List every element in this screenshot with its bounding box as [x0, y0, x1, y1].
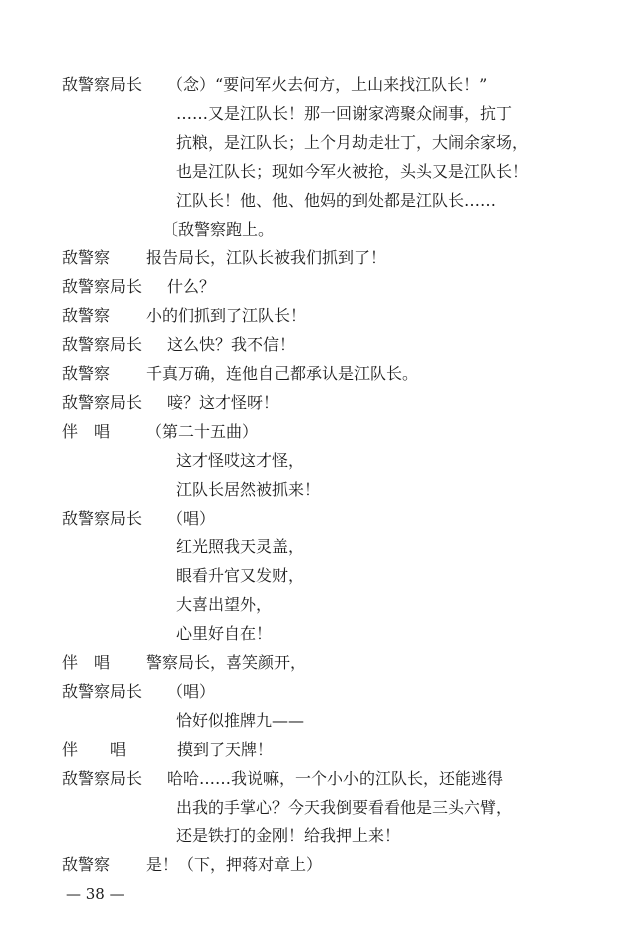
script-line	[0, 735, 640, 765]
dialogue-continuation: 红光照我天灵盖，	[176, 537, 305, 557]
speaker-name: 伴 唱	[62, 653, 111, 672]
dialogue-text: 千真万确，连他自己都承认是江队长。	[146, 364, 419, 383]
dialogue-text: 警察局长，喜笑颜开，	[146, 653, 307, 672]
dialogue-continuation: 江队长！他、他、他妈的到处都是江队长……	[176, 190, 497, 210]
dialogue-continuation: ……又是江队长！那一回谢家湾聚众闹事，抗丁	[176, 103, 513, 123]
script-line	[0, 359, 640, 389]
script-line	[0, 793, 640, 823]
script-line	[0, 619, 640, 649]
script-line	[0, 648, 640, 678]
script-line	[0, 532, 640, 562]
script-line	[0, 301, 640, 331]
dialogue-text: 摸到了天牌！	[177, 739, 274, 759]
dialogue-continuation: 这才怪哎这才怪，	[176, 450, 305, 470]
dialogue-text: 什么？	[167, 277, 216, 297]
dialogue-continuation: 心里好自在！	[176, 624, 273, 644]
dialogue-text: 报告局长，江队长被我们抓到了！	[146, 248, 387, 268]
script-line	[0, 475, 640, 505]
script-line	[0, 590, 640, 620]
script-line	[0, 446, 640, 476]
speaker-name: 敌警察局长	[62, 768, 143, 788]
dialogue-text: 这么快？我不信！	[167, 335, 296, 355]
dialogue-continuation: 眼看升官又发财，	[176, 566, 305, 586]
script-line	[0, 99, 640, 129]
script-line	[0, 215, 640, 245]
script-line	[0, 128, 640, 158]
script-line	[0, 764, 640, 794]
speaker-name: 敌警察局长	[62, 508, 143, 528]
dialogue-text: 哈哈……我说嘛，一个小小的江队长，还能逃得	[167, 768, 504, 788]
dialogue-text: 是！（下，押蒋对章上）	[146, 855, 323, 875]
dialogue-continuation: 大喜出望外，	[176, 595, 273, 615]
dialogue-continuation: 出我的手掌心？今天我倒要看看他是三头六臂，	[176, 797, 513, 817]
speaker-name: 敌警察局长	[62, 277, 143, 297]
script-line	[0, 388, 640, 418]
script-line	[0, 706, 640, 736]
dialogue-text: （第二十五曲）	[146, 421, 259, 441]
dialogue-continuation: 还是铁打的金刚！给我押上来！	[176, 826, 401, 846]
script-line	[0, 850, 640, 880]
script-line	[0, 417, 640, 447]
script-line	[0, 504, 640, 534]
script-line	[0, 677, 640, 707]
speaker-name: 敌警察	[62, 248, 111, 268]
dialogue-text: 小的们抓到了江队长！	[146, 306, 307, 326]
dialogue-continuation: 抗粮，是江队长；上个月劫走壮丁，大闹余家场，	[176, 132, 529, 152]
speaker-name: 敌警察局长	[62, 392, 143, 412]
dialogue-continuation: 恰好似推牌九——	[176, 710, 305, 730]
speaker-name: 敌警察局长	[62, 681, 143, 701]
script-line	[0, 186, 640, 216]
dialogue-continuation: 〔敌警察跑上。	[162, 219, 275, 239]
dialogue-text: （念）“要问军火去何方，上山来找江队长！”	[167, 75, 488, 94]
speaker-name: 敌警察局长	[62, 335, 143, 355]
script-line	[0, 821, 640, 851]
speaker-name: 伴 唱	[62, 739, 127, 759]
dialogue-text: 唼？这才怪呀！	[167, 392, 280, 412]
speaker-name: 敌警察	[62, 306, 111, 326]
dialogue-continuation: 也是江队长；现如今军火被抢，头头又是江队长！	[176, 161, 529, 181]
speaker-name: 敌警察	[62, 364, 111, 383]
script-line	[0, 561, 640, 591]
page-number: — 38 —	[66, 885, 125, 903]
script-line	[0, 272, 640, 302]
dialogue-text: （唱）	[167, 681, 216, 701]
script-line	[0, 330, 640, 360]
script-line	[0, 243, 640, 273]
speaker-name: 敌警察	[62, 855, 111, 875]
dialogue-text: （唱）	[167, 508, 216, 528]
script-line	[0, 157, 640, 187]
script-line	[0, 70, 640, 100]
speaker-name: 敌警察局长	[62, 75, 143, 94]
dialogue-continuation: 江队长居然被抓来！	[176, 479, 321, 499]
speaker-name: 伴 唱	[62, 421, 111, 441]
